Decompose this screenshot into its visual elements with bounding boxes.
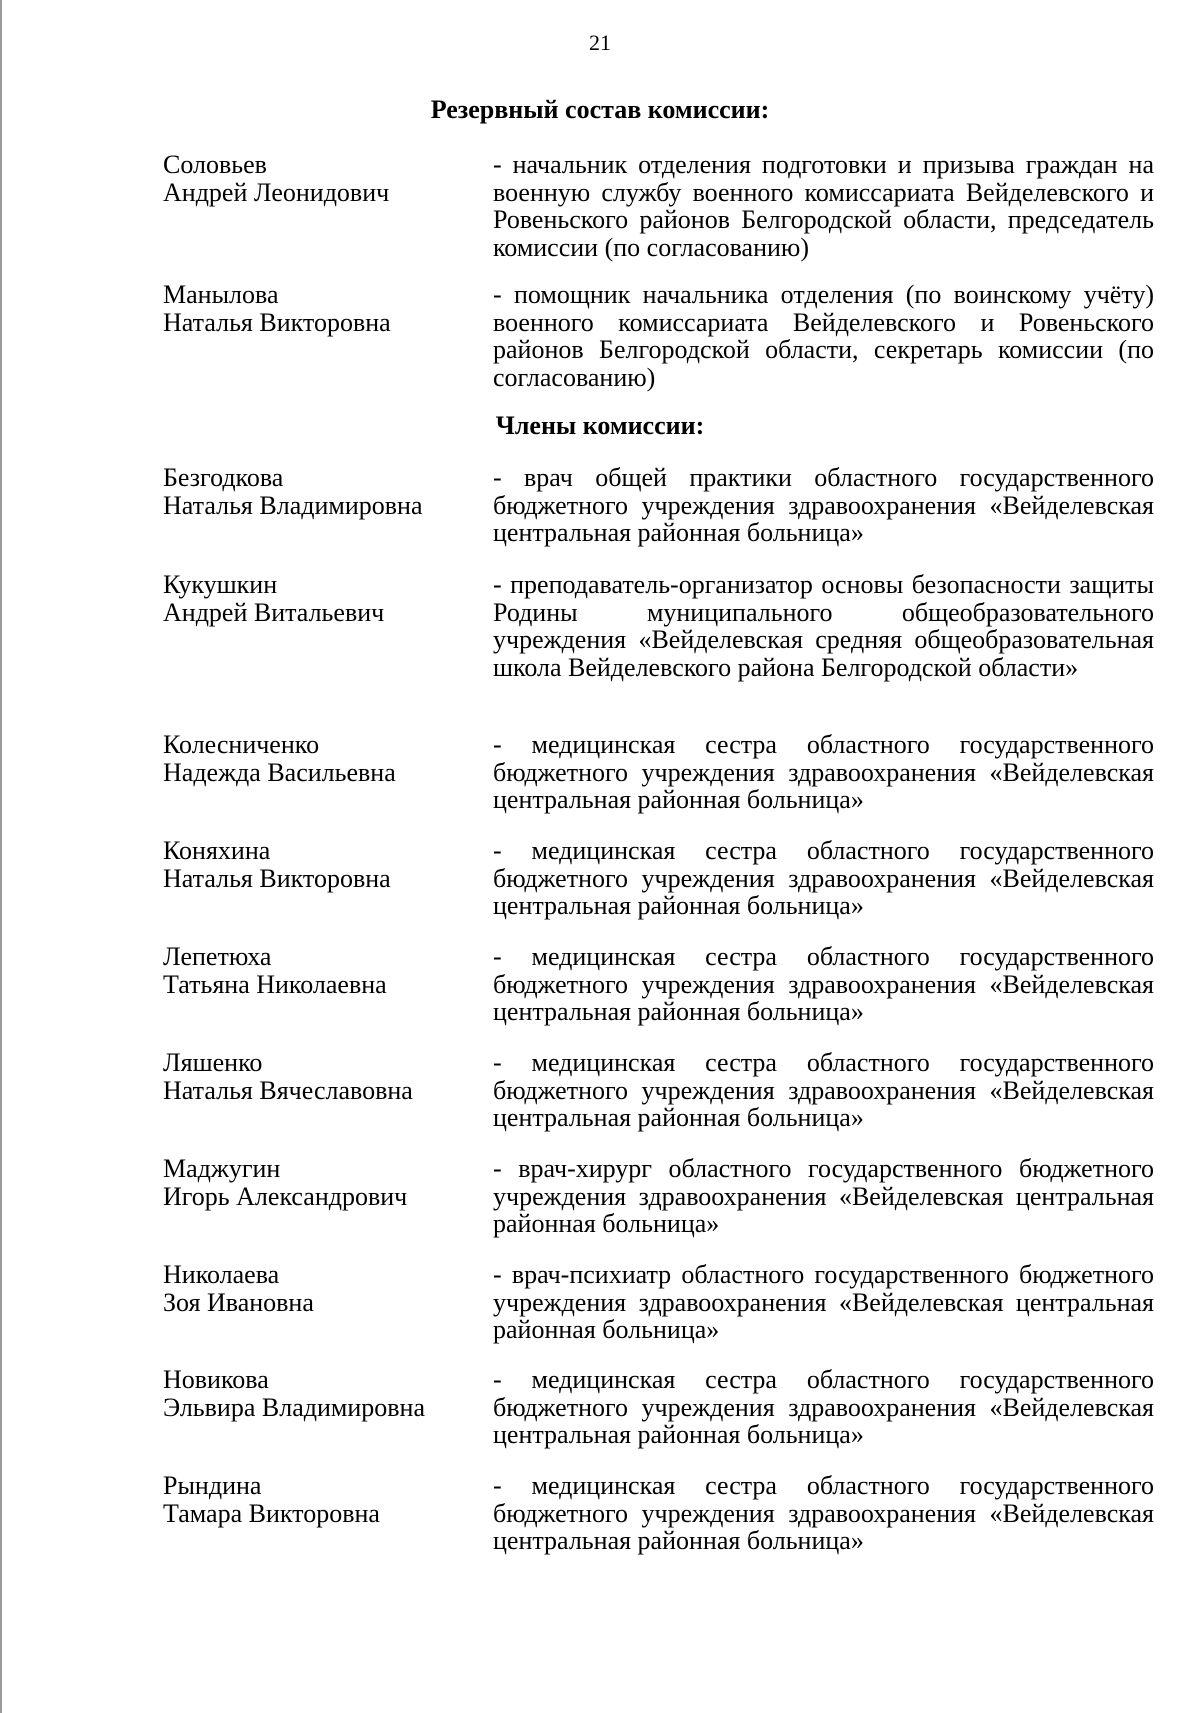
given-names: Надежда Васильевна [163,757,396,787]
member-name [163,464,463,519]
surname: Соловьев [163,150,267,179]
member-name [163,1049,463,1104]
surname: Новикова [163,1365,269,1394]
member-role: - начальник отделения подготовки и призыва граждан на военную службу военного комиссариата Вейделевского и Ровеньского районов Белгородской области, председатель комиссии (по согласованию) [493,150,1154,262]
given-names: Игорь Александрович [163,1181,408,1211]
member-name [163,1155,463,1210]
member-role: - медицинская сестра областного государственного бюджетного учреждения здравоохранения «Вейделевская центральная районная больница» [493,1365,1154,1449]
given-names: Наталья Вячеславовна [163,1075,413,1105]
member-role: - врач-психиатр областного государственного бюджетного учреждения здравоохранения «Вейделевская центральная районная больница» [493,1260,1154,1344]
reserve-heading: Резервный состав комиссии: [430,95,770,124]
surname: Лепетюха [163,942,272,971]
surname: Кукушкин [163,570,278,599]
member-role: - медицинская сестра областного государственного бюджетного учреждения здравоохранения «Вейделевская центральная районная больница» [493,836,1154,920]
member-role: - медицинская сестра областного государственного бюджетного учреждения здравоохранения «Вейделевская центральная районная больница» [493,730,1154,814]
surname: Манылова [163,280,279,309]
member-name [163,943,463,998]
member-role: - врач-хирург областного государственного бюджетного учреждения здравоохранения «Вейделевская центральная районная больница» [493,1154,1154,1238]
given-names: Тамара Викторовна [163,1498,380,1528]
member-role: - преподаватель-организатор основы безопасности защиты Родины муниципального общеобразовательного учреждения «Вейделевская средняя общеобразовательная школа Вейделевского района Белгородской области» [493,570,1154,682]
member-name [163,151,463,206]
member-role: - врач общей практики областного государственного бюджетного учреждения здравоохранения «Вейделевская центральная районная больница» [493,463,1154,547]
member-name [163,571,463,626]
scan-edge [0,0,2,1713]
member-name [163,1472,463,1527]
given-names: Наталья Владимировна [163,490,423,520]
given-names: Наталья Викторовна [163,863,391,893]
surname: Коняхина [163,836,271,865]
given-names: Андрей Витальевич [163,597,385,627]
given-names: Наталья Викторовна [163,307,391,337]
surname: Безгодкова [163,463,284,492]
member-name [163,1261,463,1316]
member-name [163,281,463,336]
surname: Ляшенко [163,1048,263,1077]
page-number: 21 [589,30,611,55]
given-names: Татьяна Николаевна [163,969,387,999]
member-role: - помощник начальника отделения (по воинскому учёту) военного комиссариата Вейделевского и Ровеньского районов Белгородской области, секретарь комиссии (по согласованию) [493,280,1154,392]
given-names: Эльвира Владимировна [163,1392,425,1422]
member-role: - медицинская сестра областного государственного бюджетного учреждения здравоохранения «Вейделевская центральная районная больница» [493,942,1154,1026]
member-name [163,837,463,892]
given-names: Андрей Леонидович [163,177,390,207]
surname: Николаева [163,1260,280,1289]
surname: Маджугин [163,1154,281,1183]
surname: Рындина [163,1471,262,1500]
given-names: Зоя Ивановна [163,1287,314,1317]
members-heading: Члены комиссии: [495,411,705,440]
member-role: - медицинская сестра областного государственного бюджетного учреждения здравоохранения «Вейделевская центральная районная больница» [493,1048,1154,1132]
member-name [163,1366,463,1421]
member-name [163,731,463,786]
surname: Колесниченко [163,730,320,759]
member-role: - медицинская сестра областного государственного бюджетного учреждения здравоохранения «Вейделевская центральная районная больница» [493,1471,1154,1555]
